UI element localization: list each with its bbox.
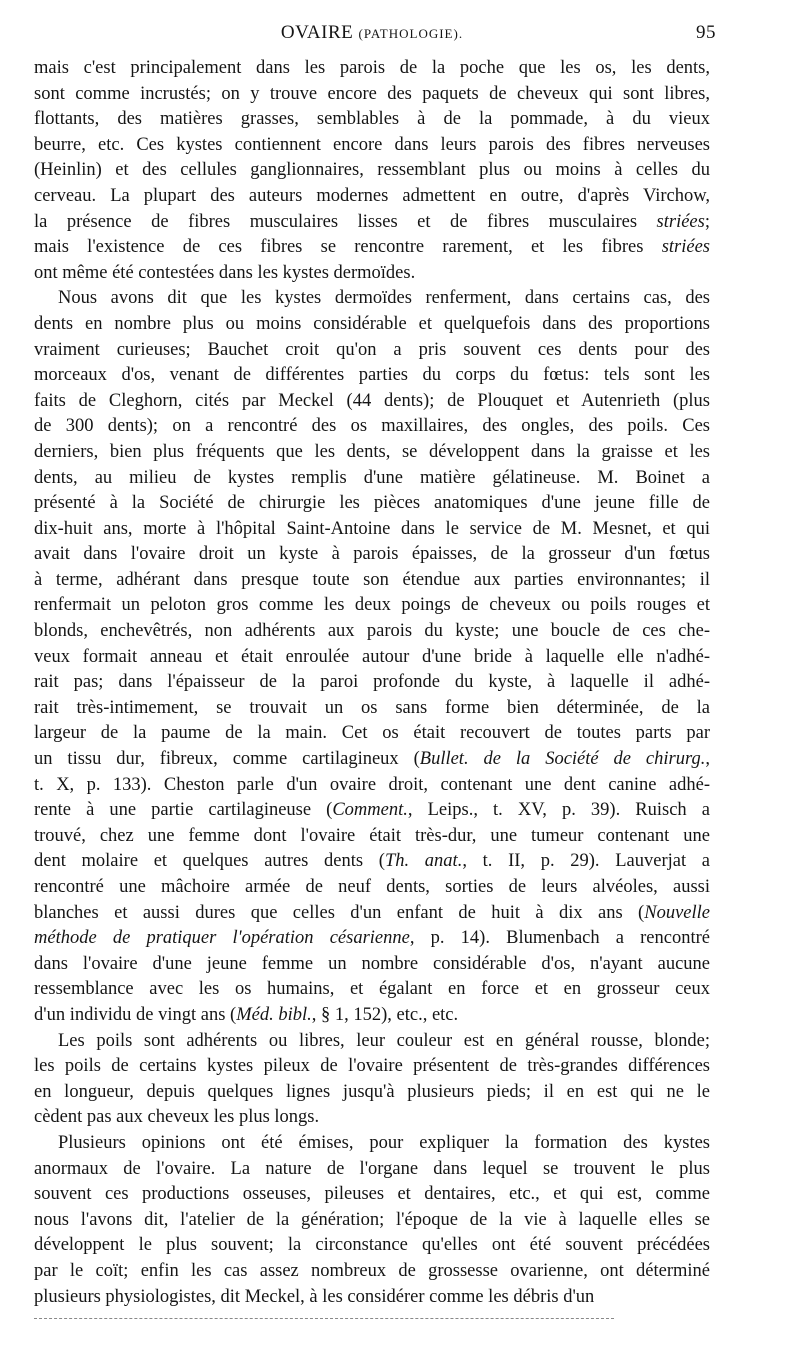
paragraph	[34, 1029, 710, 1131]
text-line: cèdent pas aux cheveux les plus longs.	[34, 1107, 320, 1128]
text-line: Nous avons dit que les kystes dermoïdes renferment, dans certains cas, des	[58, 288, 710, 309]
text-line: avait dans l'ovaire droit un kyste à parois épaisses, de la grosseur d'un fœtus	[34, 544, 710, 565]
text-line: présenté à la Société de chirurgie les pièces anatomiques d'une jeune fille de	[34, 493, 710, 514]
text-line: beurre, etc. Ces kystes contiennent encore dans leurs parois des fibres nerveuses	[34, 134, 710, 155]
text-line: d'un individu de vingt ans (Méd. bibl., § 1, 152), etc., etc.	[34, 1004, 459, 1025]
text-line: mais l'existence de ces fibres se rencontre rarement, et les fibres striées	[34, 237, 710, 258]
running-title-main: OVAIRE	[280, 22, 354, 43]
text-line: à terme, adhérant dans presque toute son étendue aux parties environnantes; il	[34, 569, 710, 590]
text-line: morceaux d'os, venant de différentes parties du corps du fœtus: tels sont les	[34, 365, 710, 386]
text-line: blonds, enchevêtrés, non adhérents aux parois du kyste; une boucle de ces che-	[34, 621, 710, 642]
footer-rule	[34, 1318, 614, 1320]
text-line: développent le plus souvent; la circonstance qu'elles ont été souvent précédées	[34, 1235, 710, 1256]
text-line: dans l'ovaire d'une jeune femme un nombre considérable d'os, n'ayant aucune	[34, 953, 710, 974]
text-line: nous l'avons dit, l'atelier de la génération; l'époque de la vie à laquelle elles se	[34, 1209, 710, 1230]
text-line: dent molaire et quelques autres dents (Th. anat., t. II, p. 29). Lauverjat a	[34, 851, 710, 872]
text-line: par le coït; enfin les cas assez nombreux de grossesse ovarienne, ont déterminé	[34, 1260, 710, 1281]
text-line: t. X, p. 133). Cheston parle d'un ovaire droit, contenant une dent canine adhé-	[34, 774, 710, 795]
text-line: rait très-intimement, se trouvait un os sans forme bien déterminée, de la	[34, 697, 710, 718]
page-number: 95	[696, 22, 716, 43]
text-line: sont comme incrustés; on y trouve encore des paquets de cheveux qui sont libres,	[34, 83, 710, 104]
text-line: mais c'est principalement dans les parois de la poche que les os, les dents,	[34, 58, 710, 78]
running-title-section: (PATHOLOGIE).	[358, 26, 464, 41]
text-line: un tissu dur, fibreux, comme cartilagineux (Bullet. de la Société de chirurg.,	[34, 749, 710, 770]
text-line: de 300 dents); on a rencontré des os maxillaires, des ongles, des poils. Ces	[34, 416, 710, 437]
text-line: largeur de la paume de la main. Cet os était recouvert de toutes parts par	[34, 723, 710, 744]
text-line: Les poils sont adhérents ou libres, leur couleur est en général rousse, blonde;	[58, 1030, 710, 1051]
text-line: trouvé, chez une femme dont l'ovaire était très-dur, une tumeur contenant une	[34, 825, 710, 846]
running-title	[34, 22, 710, 44]
text-line: ont même été contestées dans les kystes dermoïdes.	[34, 262, 416, 283]
text-line: rente à une partie cartilagineuse (Comment., Leips., t. XV, p. 39). Ruisch a	[34, 800, 710, 821]
body-text	[34, 56, 710, 1310]
text-line: la présence de fibres musculaires lisses et de fibres musculaires striées;	[34, 211, 710, 232]
text-line: (Heinlin) et des cellules ganglionnaires, ressemblant plus ou moins à celles du	[34, 160, 710, 181]
paragraph	[34, 286, 710, 1028]
running-head	[34, 22, 716, 50]
text-line: méthode de pratiquer l'opération césarienne, p. 14). Blumenbach a rencontré	[34, 928, 710, 949]
text-line: dents, au milieu de kystes remplis d'une matière gélatineuse. M. Boinet a	[34, 467, 710, 488]
text-line: dix-huit ans, morte à l'hôpital Saint-Antoine dans le service de M. Mesnet, et qui	[34, 518, 710, 539]
text-line: en longueur, depuis quelques lignes jusqu'à plusieurs pieds; il en est qui ne le	[34, 1081, 710, 1102]
text-line: les poils de certains kystes pileux de l'ovaire présentent de très-grandes différences	[34, 1056, 710, 1077]
text-line: rencontré une mâchoire armée de neuf dents, sorties de leurs alvéoles, aussi	[34, 877, 710, 897]
text-line: souvent ces productions osseuses, pileuses et dentaires, etc., et qui est, comme	[34, 1184, 710, 1205]
paragraph	[34, 56, 710, 286]
text-line: vraiment curieuses; Bauchet croit qu'on a pris souvent ces dents pour des	[34, 339, 710, 360]
document-page	[34, 22, 716, 1310]
paragraph	[34, 1131, 710, 1310]
text-line: dents en nombre plus ou moins considérable et quelquefois dans des proportions	[34, 313, 710, 334]
text-line: Plusieurs opinions ont été émises, pour expliquer la formation des kystes	[58, 1132, 710, 1153]
text-line: rait pas; dans l'épaisseur de la paroi profonde du kyste, à laquelle il adhé-	[34, 672, 710, 693]
text-line: anormaux de l'ovaire. La nature de l'organe dans lequel se trouvent le plus	[34, 1158, 710, 1179]
text-line: ressemblance avec les os humains, et égalant en force et en grosseur ceux	[34, 979, 710, 1000]
text-line: flottants, des matières grasses, semblables à de la pommade, à du vieux	[34, 109, 710, 130]
text-line: renfermait un peloton gros comme les deux poings de cheveux ou poils rouges et	[34, 595, 710, 616]
text-line: blanches et aussi dures que celles d'un enfant de huit à dix ans (Nouvelle	[34, 902, 710, 923]
text-line: veux formait anneau et était enroulée autour d'une bride à laquelle elle n'adhé-	[34, 646, 710, 667]
text-line: faits de Cleghorn, cités par Meckel (44 dents); de Plouquet et Autenrieth (plus	[34, 390, 710, 411]
text-line: cerveau. La plupart des auteurs modernes admettent en outre, d'après Virchow,	[34, 185, 710, 206]
text-line: plusieurs physiologistes, dit Meckel, à les considérer comme les débris d'un	[34, 1286, 595, 1307]
text-line: derniers, bien plus fréquents que les dents, se développent dans la graisse et les	[34, 441, 710, 462]
